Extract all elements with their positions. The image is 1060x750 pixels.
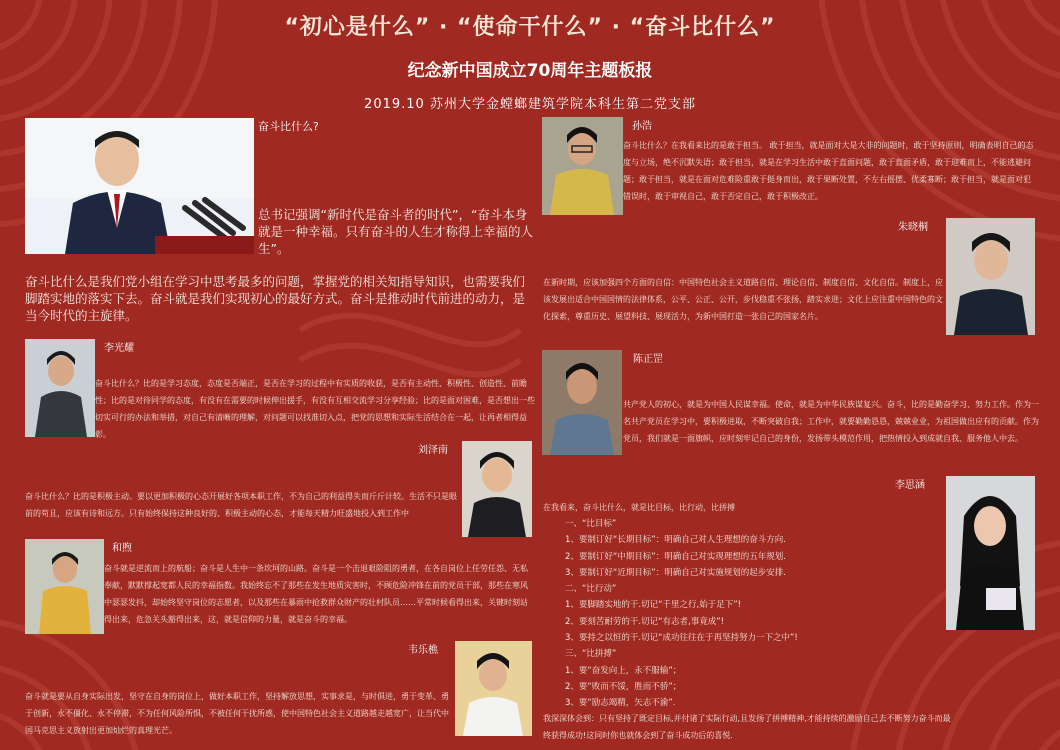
text-zhu-xiaotong: 在新时期，应该加强四个方面的自信：中国特色社会主义道路自信、理论自信、制度自信、文化自信。制度上，应该发展出适合中国国情的法律体系，公平、公正、公开，步伐稳重不张扬，踏实求进；文化上应注重中国特色的文化探索，尊重历史、展望科技、展现活力，为新中国打造一张自己的国家名片。 xyxy=(543,278,943,321)
list-item: 3、要持之以恒的干.切记“成功往往在于再坚持努力一下之中”! xyxy=(565,633,798,644)
poster-org-line: 2019.10 苏州大学金螳螂建筑学院本科生第二党支部 xyxy=(364,97,696,112)
name-li-sihan: 李思涵 xyxy=(895,480,925,491)
list-item: 1、要制订好“长期目标”：明确自己对人生理想的奋斗方向. xyxy=(565,535,786,546)
text-wei-leqiao: 奋斗就是要从自身实际出发，坚守在自身的岗位上，做好本职工作，坚持解放思想，实事求是，与时俱进，勇于变革、勇于创新，永不僵化、永不停滞，不为任何风险所惧，不被任何干扰所惑，使中国特色社会主义道路越走越宽广，让当代中国马克思主义放射出更加灿烂的真理光芒。 xyxy=(25,692,449,735)
list-item: 1、要脚踏实地的干.切记“千里之行,始于足下”! xyxy=(565,600,742,611)
photo-zhu-xiaotong xyxy=(946,218,1035,335)
list-item: 1、要“奋发向上，永不服输”； xyxy=(565,665,682,676)
li-sihan-intro: 在我看来，奋斗比什么，就是比目标，比行动，比拼搏 xyxy=(543,503,735,512)
list-item: 一、“比目标” xyxy=(565,519,617,529)
name-sun-hao: 孙浩 xyxy=(632,121,652,132)
name-he-xu: 和煦 xyxy=(112,543,132,554)
text-chen-zhengyu: 共产党人的初心，就是为中国人民谋幸福。使命，就是为中华民族谋复兴。奋斗，比的是勤奋学习、努力工作。作为一名共产党员在学习中，要积极进取，不断突破自我；工作中，就要勤勤恳恳，兢兢业业，为祖国做出应有的贡献。作为党员，我们就是一面旗帜，应时刻牢记自己的身份，发扬带头模范作用，把热情投入到成就自我、服务他人中去。 xyxy=(623,400,1039,443)
text-he-xu: 奋斗就是逆流而上的航船；奋斗是人生中一条坎坷的山路。奋斗是一个击退艰险阻的勇者，在各自岗位上任劳任怨、无私奉献，默默撑起宽都人民的幸福指数。我始终忘不了那些在发生地质灾害时，不顾危险冲锋在前的党员干部，那些在寒风中瑟瑟发抖，却始终坚守岗位的志愿者，以及那些在暴雨中抢救群众财产的壮村队员……平常时候看得出来，关键时刻站得出来，危急关头豁得出来，这，就是信仰的力量，就是奋斗的幸福。 xyxy=(104,564,528,624)
name-liu-zenan: 刘泽南 xyxy=(418,445,448,456)
text-liu-zenan: 奋斗比什么？比的是积极主动。要以更加积极的心态开展好各项本职工作，不为自己的利益得失而斤斤计较。生活不只是眼前的苟且，应该有诗和远方。只有始终保持这种良好的、积极主动的心态，才能每天精力旺盛地投入到工作中 xyxy=(25,492,457,518)
list-item: 三、“比拼搏” xyxy=(565,649,617,660)
poster-title: “初心是什么” · “使命干什么” · “奋斗比什么” xyxy=(284,15,776,40)
photo-he-xu xyxy=(25,539,104,634)
li-sihan-outro: 我深深体会到：只有坚持了既定目标,并付诸了实际行动,且发扬了拼搏精神,才能持续的激励自己去不断努力奋斗而最终获得成功!这同时你也就体会到了奋斗成功后的喜悦. xyxy=(543,714,951,740)
photo-chen-zhengyu xyxy=(542,350,622,455)
poster-subtitle: 纪念新中国成立70周年主题板报 xyxy=(407,61,653,81)
photo-li-guangyao xyxy=(25,339,95,437)
list-item: 2、要制订好“中期目标”：明确自己对实现理想的五年规划. xyxy=(565,551,786,562)
photo-liu-zenan xyxy=(462,441,532,537)
photo-wei-leqiao xyxy=(455,641,532,736)
text-sun-hao: 奋斗比什么？在我看来比的是敢于担当。 敢于担当，就是面对大是大非的问题时，敢于坚持原则，明确表明自己的态度与立场，绝不沉默失语；敢于担当，就是在学习生活中敢于直面问题，敢于直面矛盾，敢于迎难而上，不能逃避问题；敢于担当，就是在面对危难险重敢于挺身而出，敢于果断处置，不左右摇摆、优柔寡断；敢于担当，就是面对犯错误时，敢于审视自己，敢于否定自己，敢于积极改正。 xyxy=(623,141,1034,201)
name-zhu-xiaotong: 朱晓桐 xyxy=(898,222,928,233)
list-item: 3、要“励志竭精，矢志不渝”. xyxy=(565,698,676,709)
photo-li-sihan xyxy=(946,476,1035,630)
photo-xi xyxy=(25,118,254,254)
list-item: 3、要制订好“近期目标”：明确自己对实施规划的起步安排. xyxy=(565,567,786,578)
photo-sun-hao xyxy=(542,117,623,215)
intro-paragraph: 奋斗比什么是我们党小组在学习中思考最多的问题，掌握党的相关知指导知识，也需要我们脚踏实地的落实下去。奋斗就是我们实现初心的最好方式。奋斗是推动时代前进的动力，是当今时代的主旋律。 xyxy=(25,274,526,323)
li-sihan-list xyxy=(565,516,935,712)
name-chen-zhengyu: 陈正罡 xyxy=(633,354,663,365)
list-item: 2、要“败而不馁，胜而不骄”； xyxy=(565,681,682,692)
xi-quote: 总书记强调“新时代是奋斗者的时代”，“奋斗本身就是一种幸福。只有奋斗的人生才称得上幸福的人生”。 xyxy=(258,207,534,256)
list-item: 2、要刻苦耐劳的干.切记“有志者,事竟成”! xyxy=(565,616,725,627)
name-wei-leqiao: 韦乐樵 xyxy=(408,645,438,656)
list-item: 二、“比行动” xyxy=(565,584,617,595)
name-li-guangyao: 李光耀 xyxy=(104,343,134,354)
xi-section-label: 奋斗比什么? xyxy=(258,120,319,133)
text-li-guangyao: 奋斗比什么？比的是学习态度，态度是否端正，是否在学习的过程中有实质的收获，是否有主动性、积极性、创造性、前瞻性；比的是对待同学的态度，有没有在需要的时候伸出援手，有没有互相交流学习分享经验；比的是面对困难，是否想出一些切实可行的办法和举措，对自己有清晰的理解，对问题可以找准切入点，把党的思想和实际生活结合在一起，让再者相得益彰。 xyxy=(95,379,535,439)
